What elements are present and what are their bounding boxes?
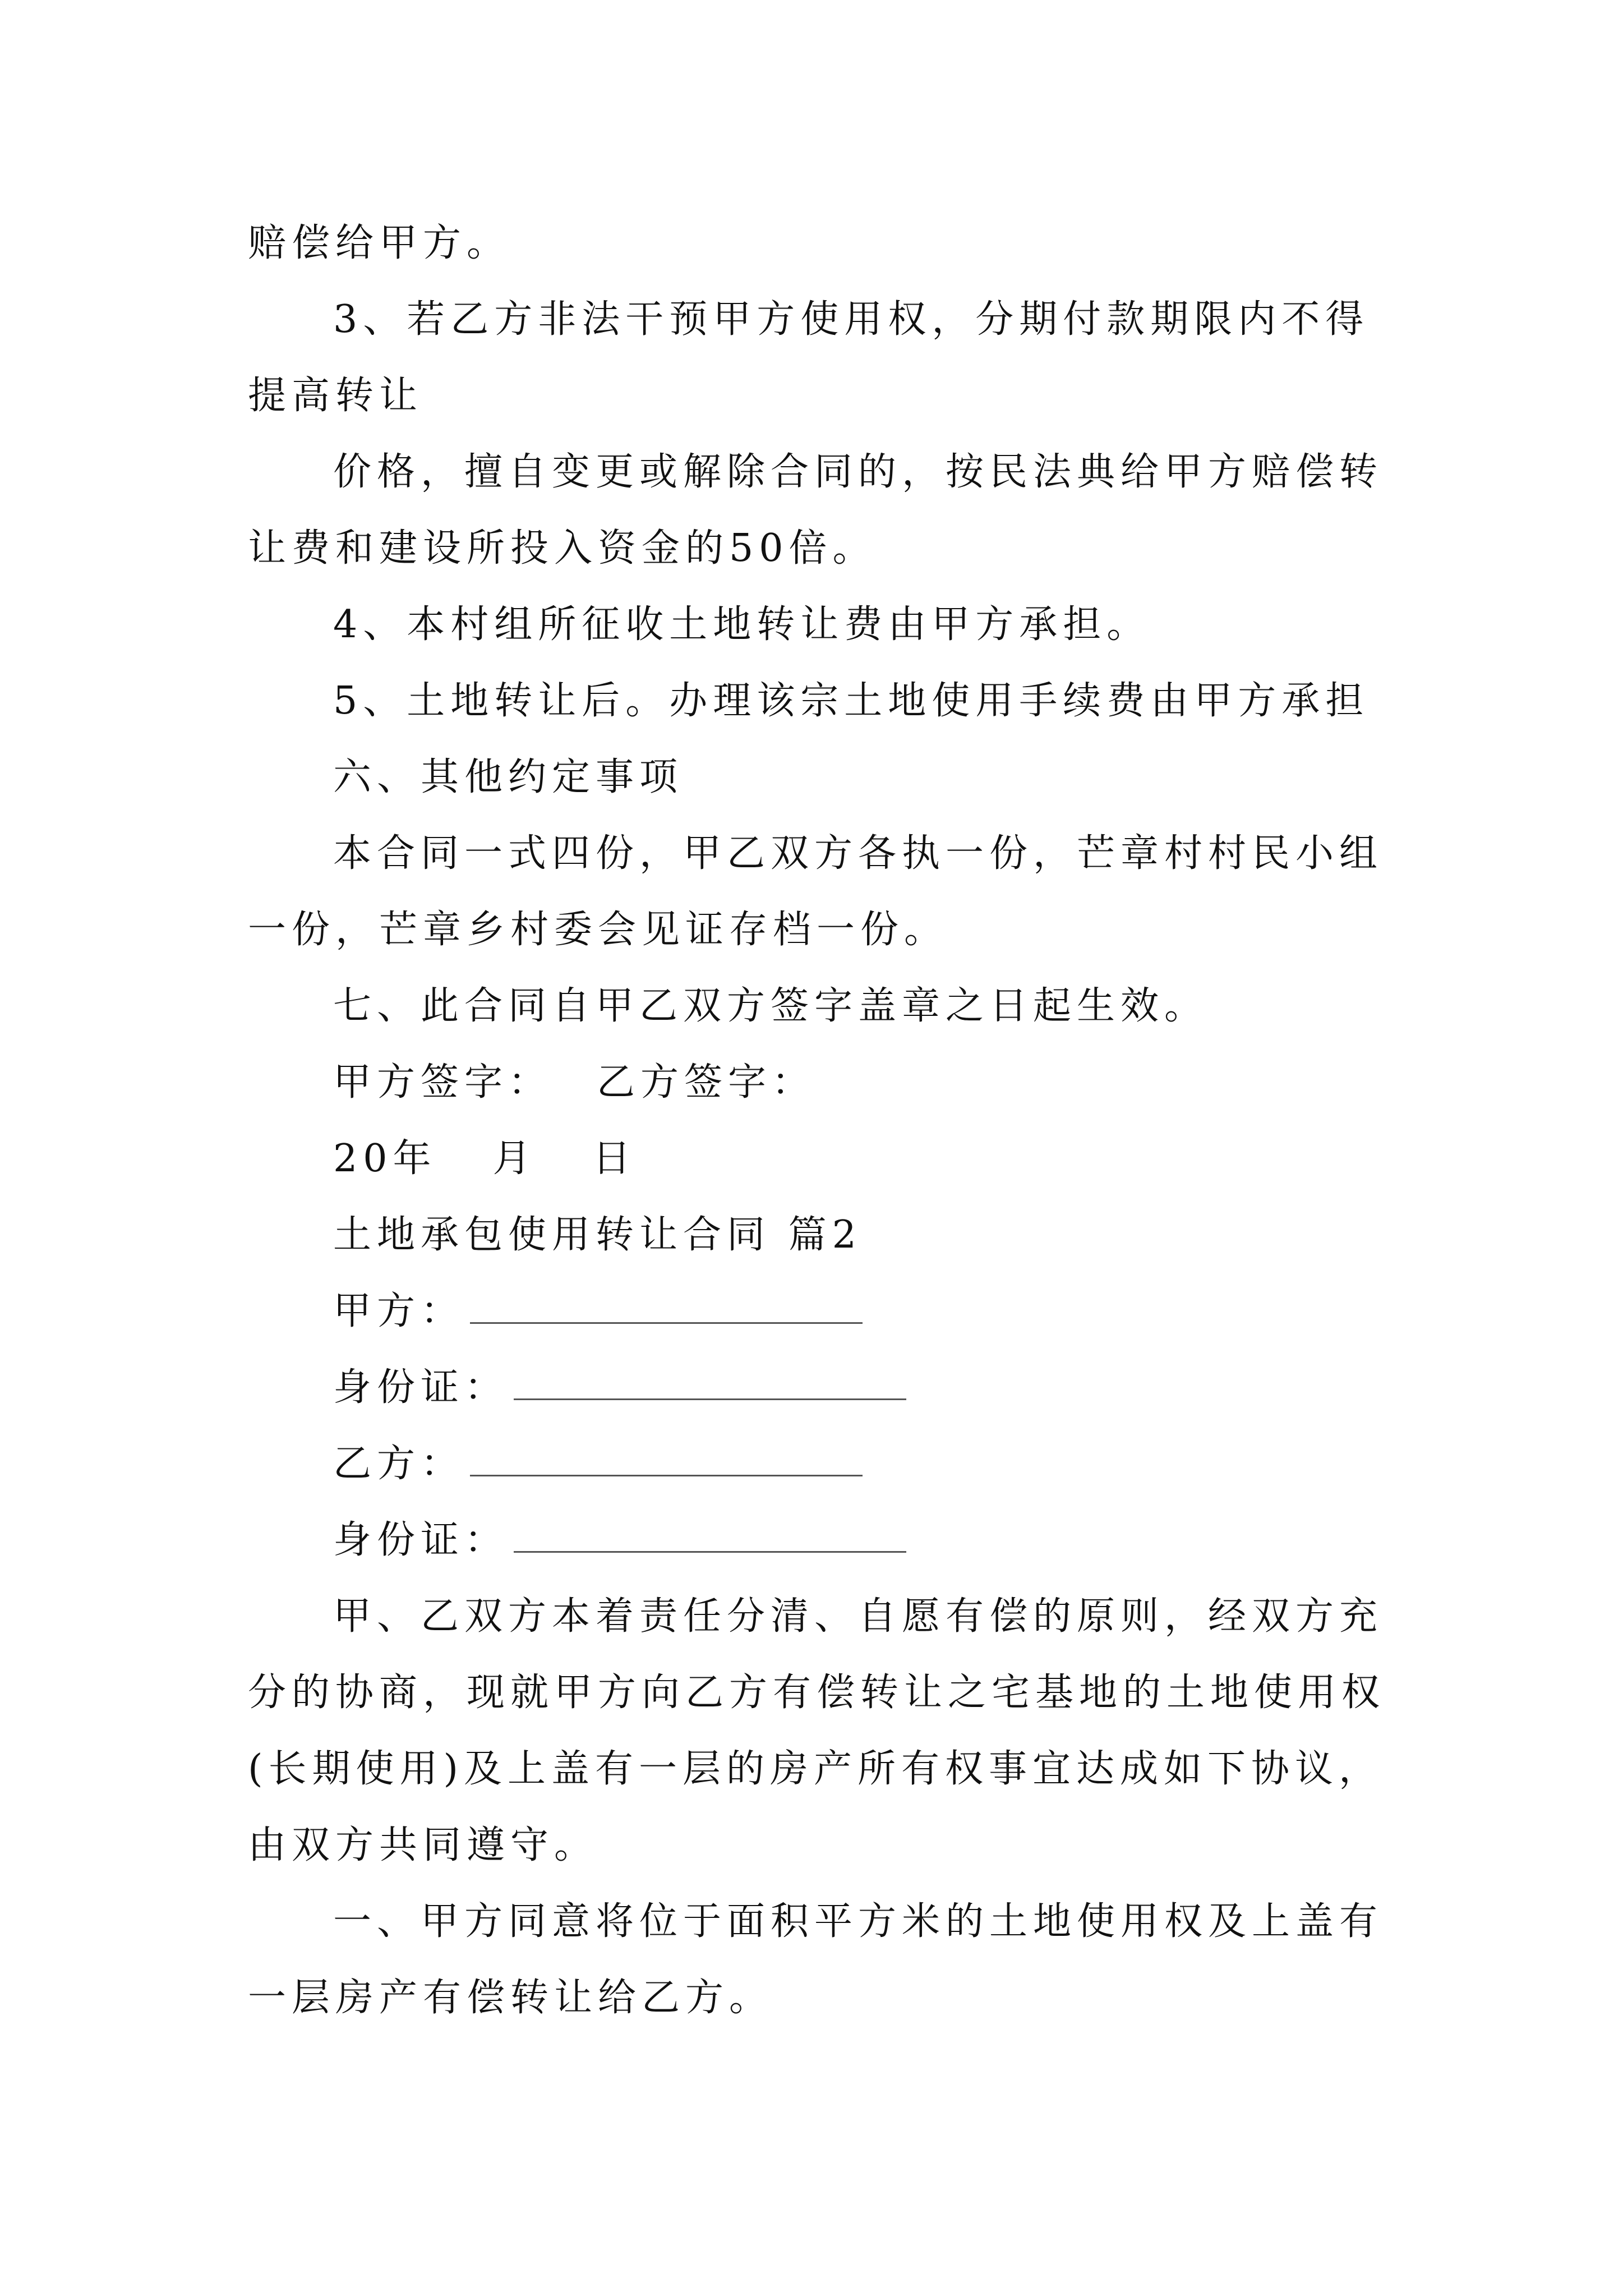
section-heading: 六、其他约定事项 <box>333 755 684 799</box>
party-a-field <box>333 1289 863 1333</box>
section-heading: 七、此合同自甲乙双方签字盖章之日起生效。 <box>333 984 1209 1028</box>
id-b-field <box>333 1518 906 1562</box>
paragraph-line: 赔偿给甲方。 <box>248 221 511 265</box>
id-a-blank <box>514 1369 906 1400</box>
party-b-signature-label: 乙方签字： <box>597 1060 816 1105</box>
paragraph-line: 提高转让 <box>248 374 423 418</box>
id-a-field <box>333 1365 906 1410</box>
paragraph-line: 价格，擅自变更或解除合同的，按民法典给甲方赔偿转 <box>333 450 1384 494</box>
paragraph-line: (长期使用)及上盖有一层的房产所有权事宜达成如下协议， <box>248 1747 1383 1791</box>
party-a-label: 甲方： <box>333 1289 465 1333</box>
paragraph-line: 一、甲方同意将位于面积平方米的土地使用权及上盖有 <box>333 1899 1384 1944</box>
paragraph-line: 一份，芒章乡村委会见证存档一份。 <box>248 908 948 952</box>
paragraph-line: 3、若乙方非法干预甲方使用权，分期付款期限内不得 <box>333 297 1370 342</box>
id-b-label: 身份证： <box>333 1518 509 1562</box>
date-day: 日 <box>592 1137 637 1181</box>
party-a-blank <box>470 1293 863 1324</box>
signature-line <box>333 1060 816 1105</box>
contract-title: 土地承包使用转让合同 篇2 <box>333 1213 862 1257</box>
party-b-blank <box>470 1446 863 1476</box>
paragraph-line: 分的协商，现就甲方向乙方有偿转让之宅基地的土地使用权 <box>248 1671 1386 1715</box>
id-b-blank <box>514 1522 906 1553</box>
id-a-label: 身份证： <box>333 1365 509 1410</box>
date-month: 月 <box>492 1137 537 1181</box>
paragraph-line: 4、本村组所征收土地转让费由甲方承担。 <box>333 602 1151 647</box>
paragraph-line: 一层房产有偿转让给乙方。 <box>248 1976 773 2020</box>
paragraph-line: 由双方共同遵守。 <box>248 1823 598 1867</box>
party-b-label: 乙方： <box>333 1442 465 1486</box>
date-year: 20年 <box>333 1137 437 1181</box>
paragraph-line: 本合同一式四份，甲乙双方各执一份，芒章村村民小组 <box>333 831 1384 876</box>
paragraph-line: 甲、乙双方本着责任分清、自愿有偿的原则，经双方充 <box>333 1594 1384 1639</box>
paragraph-line: 让费和建设所投入资金的50倍。 <box>248 526 877 570</box>
paragraph-line: 5、土地转让后。办理该宗土地使用手续费由甲方承担 <box>333 679 1370 723</box>
party-b-field <box>333 1442 863 1486</box>
date-line <box>333 1137 637 1181</box>
party-a-signature-label: 甲方签字： <box>333 1060 552 1105</box>
